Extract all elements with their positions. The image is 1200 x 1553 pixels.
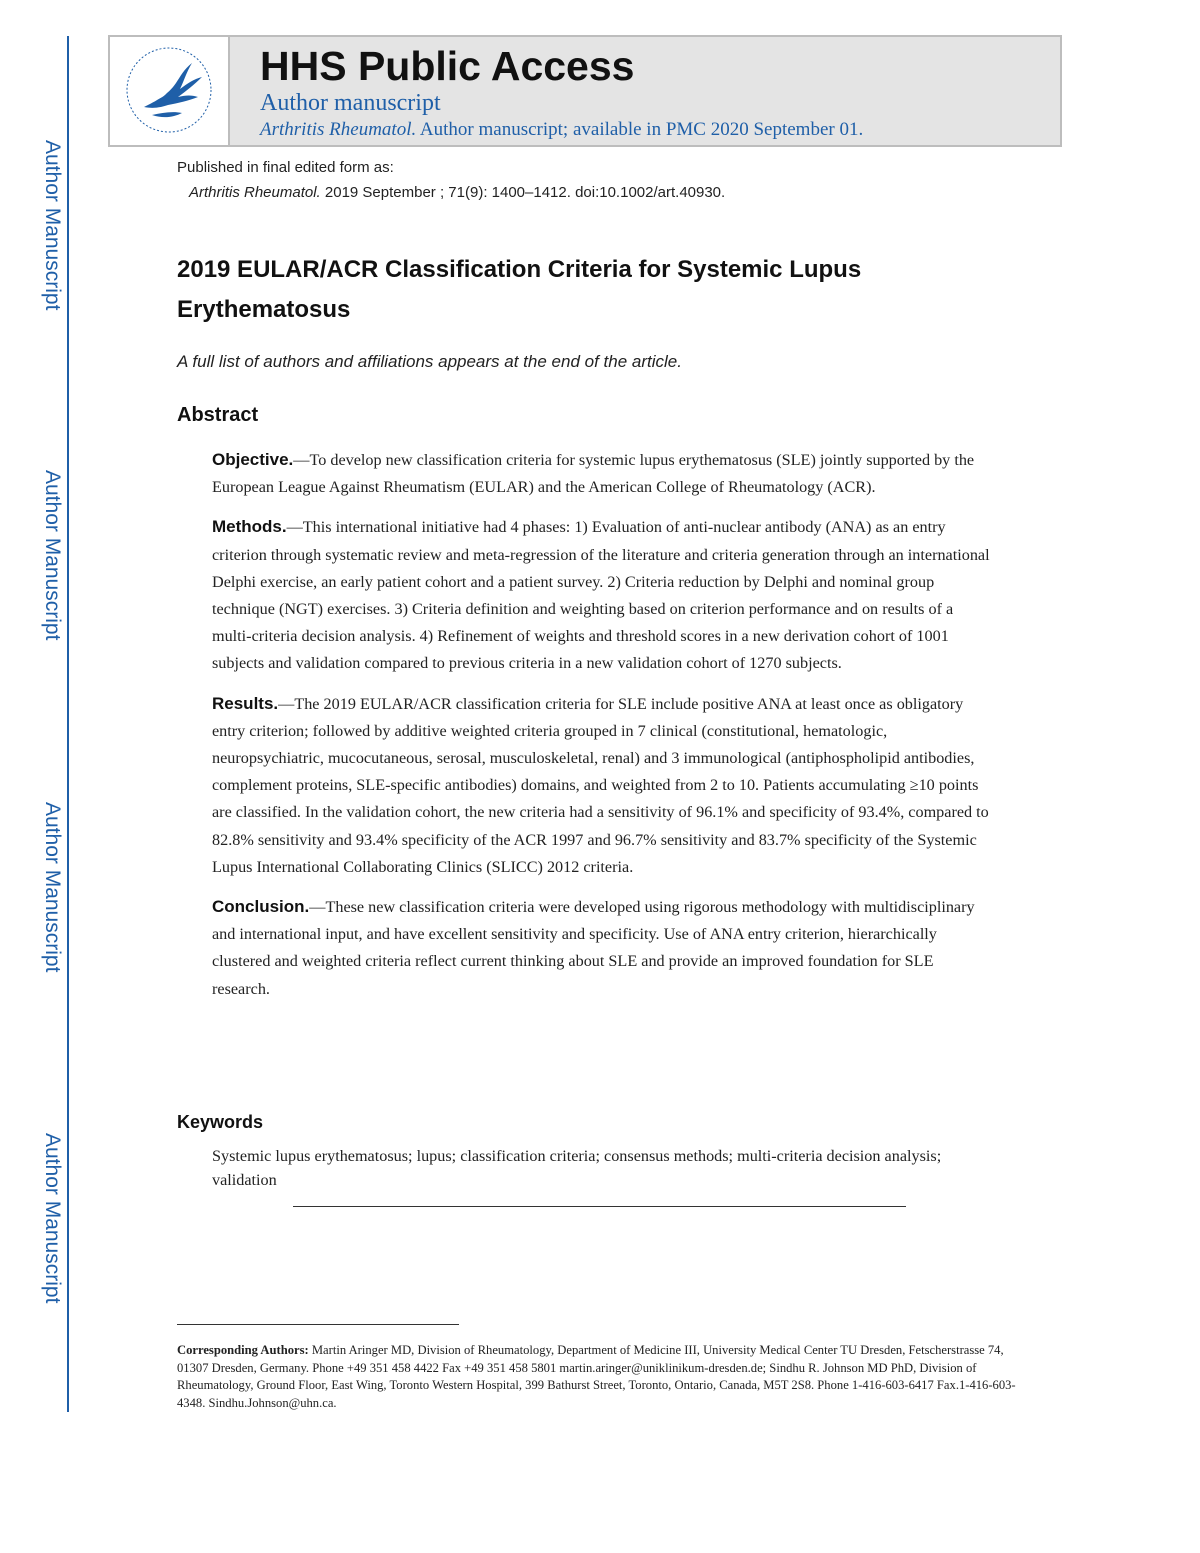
section-label: Methods. [212, 517, 287, 537]
section-text: —The 2019 EULAR/ACR classification criteria for SLE include positive ANA at least once as obligatory entry criterion; followed by additive weighted criteria grouped in 7 clinical (constitutional, hematologic, neuropsychiatric, mucocutaneous, serosal, musculoskeletal, renal) and 3 immunological (antiphospholipid antibodies, complement proteins, SLE-specific antibodies) domains, and weighted from 2 to 10. Patients accumulating ≥10 points are classified. In the validation cohort, the new criteria had a sensitivity of 96.1% and specificity of 93.4%, compared to 82.8% sensitivity and 93.4% specificity of the ACR 1997 and 96.7% sensitivity and 83.7% specificity of the Systemic Lupus International Collaborating Clinics (SLICC) 2012 criteria. [212, 694, 989, 876]
availability-text: Author manuscript; available in PMC 2020 September 01. [416, 119, 864, 140]
footnote-label: Corresponding Authors: [177, 1343, 309, 1357]
hhs-header [108, 35, 1062, 147]
eagle-seal-icon [122, 43, 216, 137]
abstract-body [212, 446, 992, 1015]
side-label-author-manuscript: Author Manuscript [41, 1132, 64, 1304]
journal-name: Arthritis Rheumatol. [260, 119, 417, 140]
corresponding-authors-footnote [177, 1342, 1032, 1412]
side-label-author-manuscript: Author Manuscript [41, 139, 64, 311]
authors-note: A full list of authors and affiliations appears at the end of the article. [177, 352, 682, 371]
section-label: Objective. [212, 450, 294, 469]
footnote-divider [177, 1324, 459, 1325]
abstract-objective [212, 446, 992, 501]
side-label-author-manuscript: Author Manuscript [41, 801, 64, 973]
section-label: Conclusion. [212, 897, 310, 917]
hhs-public-access-title: HHS Public Access [260, 43, 635, 89]
article-title: 2019 EULAR/ACR Classification Criteria for Systemic Lupus Erythematosus [177, 256, 862, 323]
abstract-results [212, 690, 992, 881]
citation-text: 2019 September ; 71(9): 1400–1412. doi:10.1002/art.40930. [320, 184, 726, 201]
published-intro: Published in final edited form as: [177, 159, 394, 176]
publication-info [177, 155, 725, 205]
author-manuscript-label: Author manuscript [260, 90, 441, 116]
section-label: Results. [212, 693, 279, 713]
section-divider [293, 1206, 906, 1207]
side-label-author-manuscript: Author Manuscript [41, 469, 64, 641]
availability-line [260, 119, 863, 141]
side-rule [67, 36, 69, 1412]
abstract-methods [212, 513, 992, 677]
keywords-text: Systemic lupus erythematosus; lupus; classification criteria; consensus methods; multi-criteria decision analysis; validation [212, 1147, 942, 1189]
keywords-heading: Keywords [177, 1112, 264, 1132]
hhs-logo [110, 37, 230, 145]
section-text: —These new classification criteria were developed using rigorous methodology with multidisciplinary and international input, and have excellent sensitivity and specificity. Use of ANA entry criterion, hierarchically clustered and weighted criteria reflect current thinking about SLE and provide an improved foundation for SLE research. [212, 898, 975, 998]
footnote-text: Martin Aringer MD, Division of Rheumatology, Department of Medicine III, University Medical Center TU Dresden, Fetscherstrasse 74, 01307 Dresden, Germany. Phone +49 351 458 4422 Fax +49 351 458 5801 martin.aringer@uniklinikum-dresden.de; Sindhu R. Johnson MD PhD, Division of Rheumatology, Ground Floor, East Wing, Toronto Western Hospital, 399 Bathurst Street, Toronto, Ontario, Canada, M5T 2S8. Phone 1-416-603-6417 Fax.1-416-603-4348. Sindhu.Johnson@uhn.ca. [177, 1343, 1016, 1410]
journal-name: Arthritis Rheumatol. [189, 184, 321, 201]
citation-line [177, 180, 725, 205]
abstract-conclusion [212, 893, 992, 1003]
section-text: —To develop new classification criteria for systemic lupus erythematosus (SLE) jointly supported by the European League Against Rheumatism (EULAR) and the American College of Rheumatology (ACR). [212, 451, 975, 497]
abstract-heading: Abstract [177, 404, 259, 426]
section-text: —This international initiative had 4 phases: 1) Evaluation of anti-nuclear antibody (ANA) as an entry criterion through systematic review and meta-regression of the literature and criteria generation through an international Delphi exercise, an early patient cohort and a patient survey. 2) Criteria reduction by Delphi and nominal group technique (NGT) exercises. 3) Criteria definition and weighting based on criterion performance and on results of a multi-criteria decision analysis. 4) Refinement of weights and threshold scores in a new derivation cohort of 1001 subjects and validation compared to previous criteria in a new validation cohort of 1270 subjects. [212, 518, 990, 673]
